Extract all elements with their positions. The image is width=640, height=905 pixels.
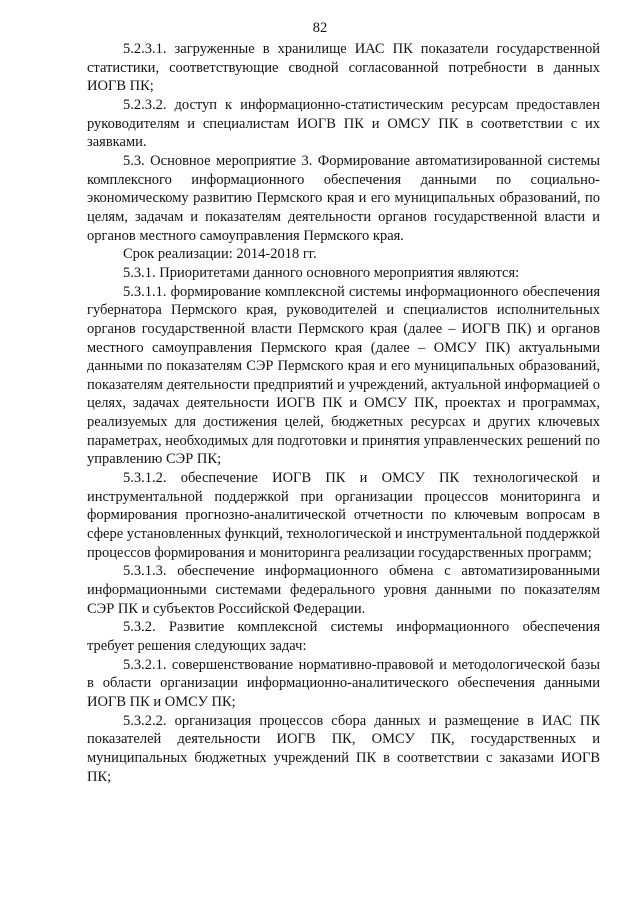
paragraph-5-2-3-1: 5.2.3.1. загруженные в хранилище ИАС ПК показатели государственной статистики, соответствующие сводной согласованной потребности в данных ИОГВ ПК; bbox=[87, 41, 600, 95]
paragraph-5-3-2: 5.3.2. Развитие комплексной системы информационного обеспечения требует решения следующих задач: bbox=[87, 619, 600, 654]
paragraph-5-3-2-1: 5.3.2.1. совершенствование нормативно-правовой и методологической базы в области организации информационно-аналитического обеспечения данными ИОГВ ПК и ОМСУ ПК; bbox=[87, 656, 600, 710]
page-number: 82 bbox=[312, 20, 328, 36]
paragraph-5-3-1-2: 5.3.1.2. обеспечение ИОГВ ПК и ОМСУ ПК технологической и инструментальной поддержкой при организации процессов мониторинга и формирования прогнозно-аналитической отчетности по ключевым вопросам в сфере установленных функций, технологической и инструментальной поддержкой процессов формирования и мониторинга реализации государственных программ; bbox=[87, 470, 600, 561]
paragraph-5-3: 5.3. Основное мероприятие 3. Формирование автоматизированной системы комплексного информационного обеспечения данными по социально-экономическому развитию Пермского края и его муниципальных образований, по целям, задачам и показателям деятельности органов государственной власти и органов местного самоуправления Пермского края. bbox=[87, 152, 600, 244]
paragraph-implementation-period: Срок реализации: 2014-2018 гг. bbox=[123, 246, 317, 263]
document-body bbox=[87, 40, 600, 786]
paragraph-5-2-3-2: 5.2.3.2. доступ к информационно-статистическим ресурсам предоставлен руководителям и специалистам ИОГВ ПК и ОМСУ ПК в соответствии с их заявками. bbox=[87, 96, 600, 151]
paragraph-5-3-1: 5.3.1. Приоритетами данного основного мероприятия являются: bbox=[123, 264, 520, 281]
paragraph-5-3-2-2: 5.3.2.2. организация процессов сбора данных и размещение в ИАС ПК показателей деятельности ИОГВ ПК, ОМСУ ПК, государственных и муниципальных бюджетных учреждений ПК в соответствии с заказами ИОГВ ПК; bbox=[87, 712, 600, 785]
paragraph-5-3-1-1: 5.3.1.1. формирование комплексной системы информационного обеспечения губернатора Пермского края, руководителей и специалистов исполнительных органов государственной власти Пермского края (далее – ИОГВ ПК) и органов местного самоуправления Пермского края (далее – ОМСУ ПК) актуальными данными по показателям СЭР Пермского края и его муниципальных образований, показателям деятельности предприятий и учреждений, актуальной информацией о целях, задачах деятельности ИОГВ ПК и ОМСУ ПК, проектах и программах, реализуемых для достижения целей, бюджетных ресурсах и других ключевых параметрах, необходимых для подготовки и принятия управленческих решений по управлению СЭР ПК; bbox=[87, 283, 600, 468]
paragraph-5-3-1-3: 5.3.1.3. обеспечение информационного обмена с автоматизированными информационными системами федерального уровня данными по показателям СЭР ПК и субъектов Российской Федерации. bbox=[87, 563, 600, 617]
